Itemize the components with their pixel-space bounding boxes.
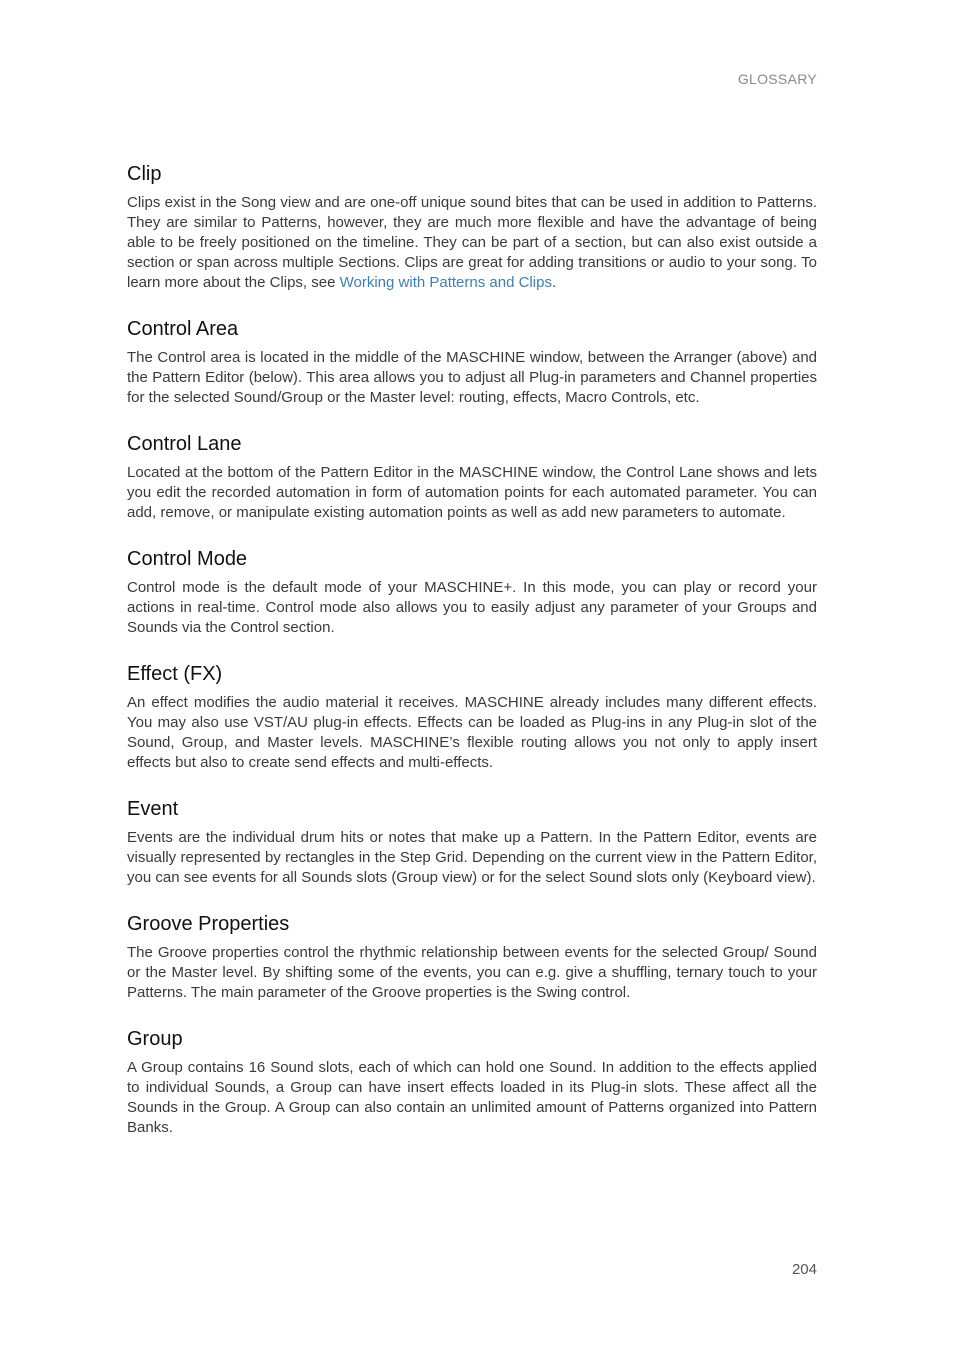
glossary-entry-effect	[127, 662, 817, 773]
entry-term: Groove Properties	[127, 913, 290, 935]
entry-description: The Control area is located in the middle of the MASCHINE window, between the Arranger (above) and the Pattern Editor (below). This area allows you to adjust all Plug-in parameters and Channel properties for the selected Sound/Group or the Master level: routing, effects, Macro Controls, etc.	[127, 349, 817, 406]
entry-term: Group	[127, 1028, 183, 1050]
entry-description: An effect modifies the audio material it receives. MASCHINE already includes many different effects. You may also use VST/AU plug-in effects. Effects can be loaded as Plug-ins in any Plug-in slot of the Sound, Group, and Master levels. MASCHINE’s flexible routing allows you not only to apply insert effects but also to create send effects and multi-effects.	[127, 694, 817, 771]
entry-description: Located at the bottom of the Pattern Editor in the MASCHINE window, the Control Lane shows and lets you edit the recorded automation in form of automation points for each automated parameter. You can add, remove, or manipulate existing automation points as well as add new parameters to automate.	[127, 464, 817, 521]
entry-description: A Group contains 16 Sound slots, each of which can hold one Sound. In addition to the effects applied to individual Sounds, a Group can have insert effects loaded in its Plug-in slots. These affect all the Sounds in the Group. A Group can also contain an unlimited amount of Patterns organized into Pattern Banks.	[127, 1059, 817, 1136]
entry-description	[127, 193, 817, 293]
glossary-entry-control-mode	[127, 547, 817, 638]
entry-term: Event	[127, 798, 179, 820]
page-number: 204	[791, 1261, 817, 1278]
entry-description: Events are the individual drum hits or notes that make up a Pattern. In the Pattern Editor, events are visually represented by rectangles in the Step Grid. Depending on the current view in the Pattern Editor, you can see events for all Sounds slots (Group view) or for the select Sound slots only (Keyboard view).	[127, 829, 817, 886]
glossary-entry-control-area	[127, 317, 817, 408]
glossary-entry-event	[127, 797, 817, 888]
entry-description: Control mode is the default mode of your MASCHINE+. In this mode, you can play or record your actions in real-time. Control mode also allows you to easily adjust any parameter of your Groups and Sounds via the Control section.	[127, 579, 817, 636]
glossary-entry-group	[127, 1027, 817, 1138]
entry-text-end: .	[551, 274, 557, 291]
glossary-content	[127, 162, 817, 1162]
entry-term: Control Area	[127, 318, 239, 340]
glossary-entry-clip	[127, 162, 817, 293]
entry-description: The Groove properties control the rhythmic relationship between events for the selected Group/ Sound or the Master level. By shifting some of the events, you can e.g. give a shuffling, ternary touch to your Patterns. The main parameter of the Groove properties is the Swing control.	[127, 944, 817, 1001]
entry-text: Clips exist in the Song view and are one-off unique sound bites that can be used in addition to Patterns. They are similar to Patterns, however, they are much more flexible and have the advantage of being able to be freely positioned on the timeline. They can be part of a section, but can also exist outside a section or span across multiple Sections. Clips are great for adding transitions or audio to your song. To learn more about the Clips, see	[127, 194, 817, 291]
entry-term: Control Lane	[127, 433, 242, 455]
glossary-entry-groove-properties	[127, 912, 817, 1003]
glossary-entry-control-lane	[127, 432, 817, 523]
cross-reference-link[interactable]: Working with Patterns and Clips	[339, 274, 552, 291]
running-header: GLOSSARY	[737, 71, 817, 87]
entry-term: Effect (FX)	[127, 663, 223, 685]
entry-term: Control Mode	[127, 548, 248, 570]
entry-term: Clip	[127, 163, 162, 185]
